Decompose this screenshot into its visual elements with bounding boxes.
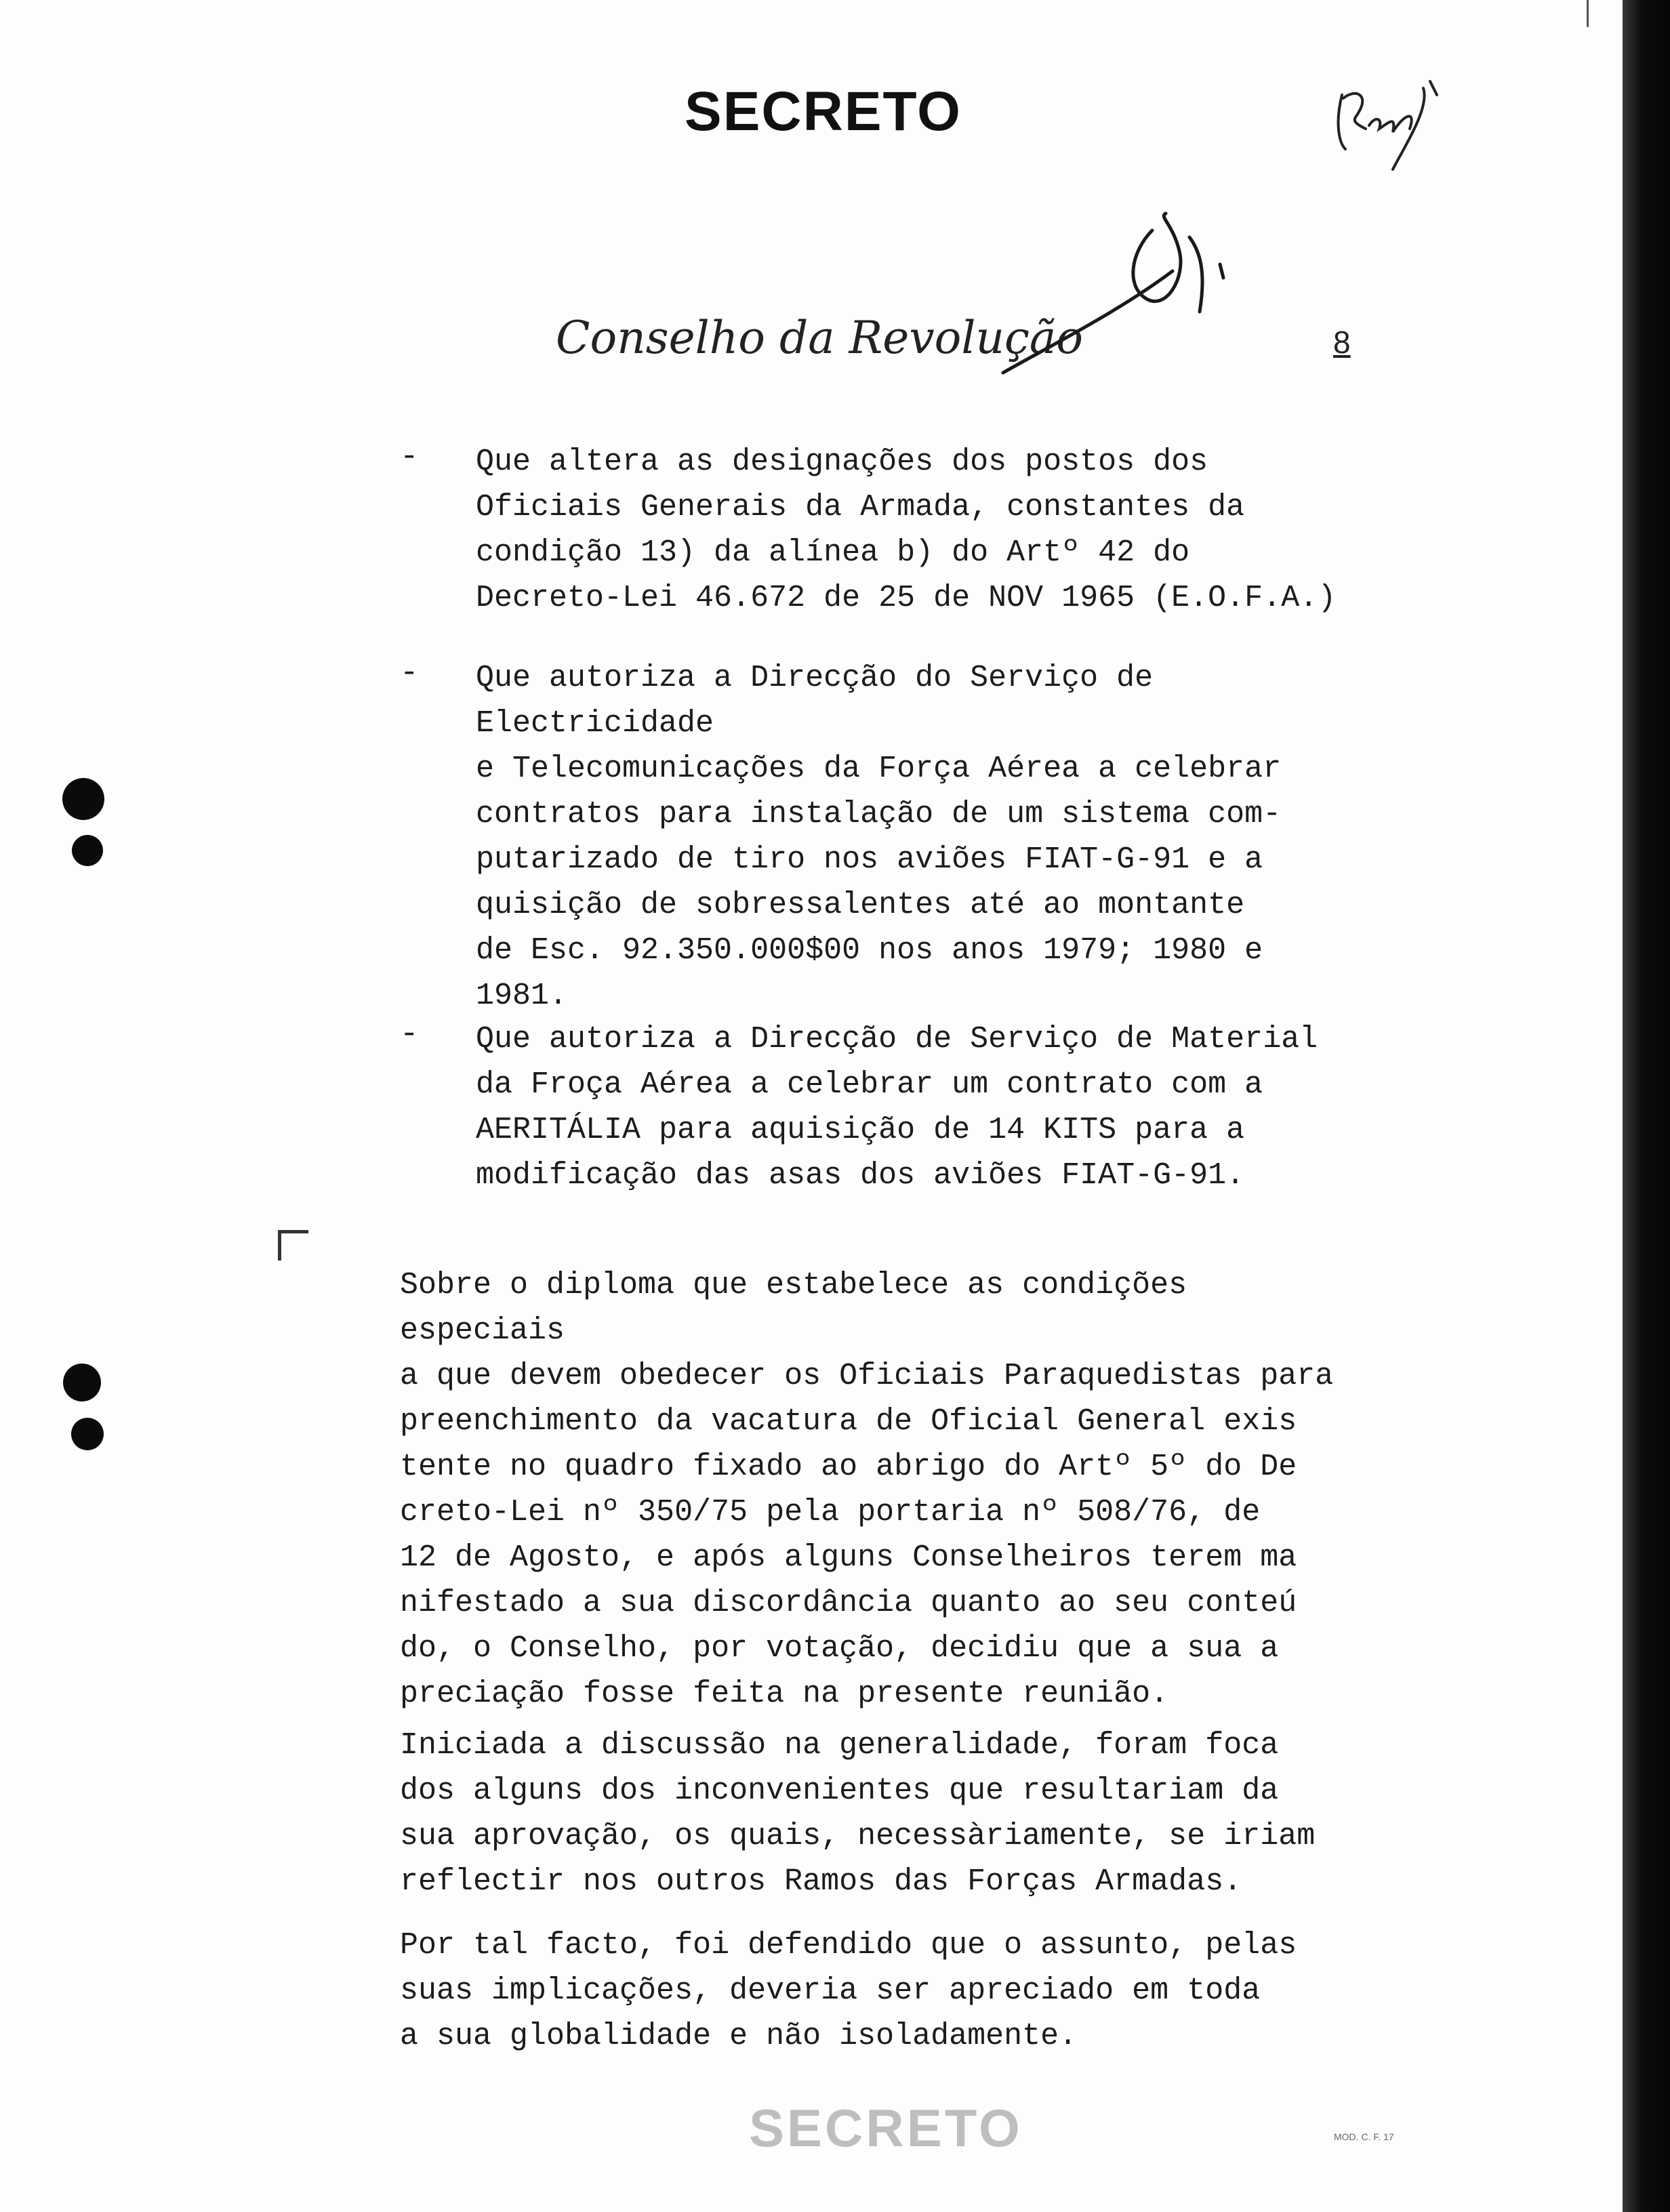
list-dash: - <box>400 439 419 474</box>
body-paragraph: Sobre o diploma que estabelece as condições especiais a que devem obedecer os Oficiais Paraquedistas para preenchimento da vacatura de Oficial General exis tente no quadro fixado ao abrigo do Artº 5º do De creto-Lei nº 350/75 pela portaria nº 508/76, de 12 de Agosto, e após alguns Conselheiros terem ma nifestado a sua discordância quanto ao seu conteú do, o Conselho, por votação, decidiu que a sua a preciação fosse feita na presente reunião. <box>400 1268 1334 1711</box>
list-item <box>400 439 1383 621</box>
list-dash: - <box>400 1017 419 1052</box>
list-item <box>400 655 1383 1019</box>
page-number: 8 <box>1333 325 1351 360</box>
list-dash: - <box>400 655 419 691</box>
classification-header: SECRETO <box>685 81 962 142</box>
list-item-text: Que altera as designações dos postos dos Oficiais Generais da Armada, constantes da condição 13) da alínea b) do Artº 42 do Decreto-Lei 46.672 de 25 de NOV 1965 (E.O.F.A.) <box>476 445 1337 615</box>
classification-footer: SECRETO <box>749 2098 1023 2158</box>
punch-hole <box>71 1418 104 1450</box>
scan-mark <box>1587 0 1589 27</box>
punch-hole <box>63 1364 101 1401</box>
list-item-text: Que autoriza a Direcção de Serviço de Material da Froça Aérea a celebrar um contrato com a AERITÁLIA para aquisição de 14 KITS para a modificação das asas dos aviões FIAT-G-91. <box>476 1022 1318 1193</box>
form-code: MOD. C. F. 17 <box>1334 2131 1394 2142</box>
list-item <box>400 1017 1383 1198</box>
letterhead: Conselho da Revolução <box>556 312 1084 364</box>
handwritten-signature <box>996 210 1240 380</box>
scan-edge <box>1623 0 1670 2212</box>
body-paragraph: Iniciada a discussão na generalidade, foram foca dos alguns dos inconvenientes que resultariam da sua aprovação, os quais, necessàriamente, se iriam reflectir nos outros Ramos das Forças Armadas. <box>400 1728 1316 1899</box>
corner-mark <box>278 1230 308 1261</box>
punch-hole <box>62 778 104 820</box>
punch-hole <box>72 835 103 866</box>
body-paragraph: Por tal facto, foi defendido que o assunto, pelas suas implicações, deveria ser apreciado em toda a sua globalidade e não isoladamente. <box>400 1928 1297 2053</box>
list-item-text: Que autoriza a Direcção do Serviço de Electricidade e Telecomunicações da Força Aérea a celebrar contratos para instalação de um sistema com- putarizado de tiro nos aviões FIAT-G-91 e a quisição de sobressalentes até ao montante de Esc. 92.350.000$00 nos anos 1979; 1980 e 1981. <box>476 661 1282 1013</box>
handwritten-initials <box>1328 68 1464 176</box>
